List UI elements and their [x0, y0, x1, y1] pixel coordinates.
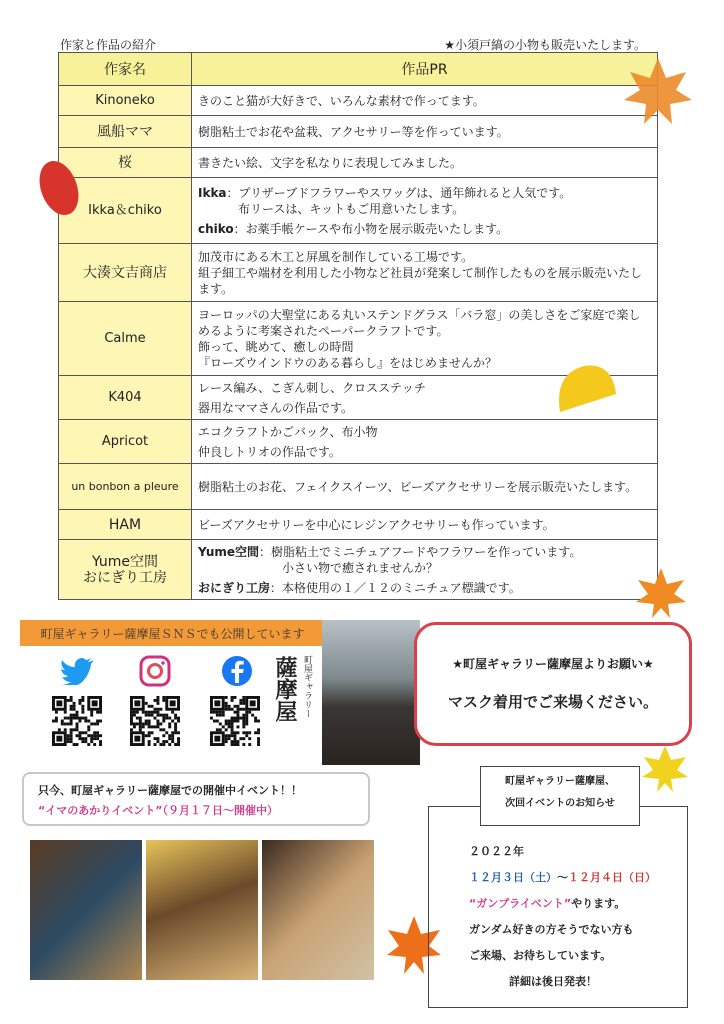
next-event-text: ガンダム好きの方そうでない方も: [469, 923, 634, 936]
section-title: 作家と作品の紹介: [60, 38, 157, 52]
pr-label: chiko: [198, 221, 234, 236]
sns-banner: 町屋ギャラリー薩摩屋ＳＮＳでも公開しています: [20, 620, 325, 646]
pr-text: 布リースは、キットもご用意いたします。: [238, 201, 465, 216]
maple-leaf-icon: [640, 744, 690, 794]
artist-pr: [192, 116, 658, 148]
pr-label: おにぎり工房: [198, 580, 271, 595]
pr-text: [198, 221, 651, 237]
shop-sign: [272, 650, 314, 722]
event-photo: [146, 840, 258, 980]
artist-name: K404: [59, 376, 192, 420]
pr-text: 組子細工や端材を利用した小物など社員が発案して制作したものを展示販売いたします。: [198, 265, 643, 296]
pr-text: [198, 544, 651, 560]
date-separator: ～: [557, 871, 568, 884]
next-event-title: [469, 895, 625, 911]
artist-pr: [192, 178, 658, 244]
artist-table: [58, 52, 658, 600]
pr-text: 樹脂粘土のお花、フェイクスイーツ、ビーズアクセサリーを展示販売いたします。: [198, 479, 638, 494]
date-end: １２月４日（日）: [568, 871, 656, 884]
artist-pr: [192, 86, 658, 116]
instagram-icon[interactable]: [138, 654, 172, 688]
table-row: [59, 116, 658, 148]
current-event-name: “イマのあかりイベント”（９月１７日～開催中）: [38, 804, 278, 817]
table-header-row: [59, 53, 658, 86]
artist-name: HAM: [59, 510, 192, 540]
pr-text: ヨーロッパの大聖堂にある丸いステンドグラス「バラ窓」の美しさをご家庭で楽しめるように考案されたペーパークラフトです。: [198, 307, 641, 338]
next-event-title-line: 町屋ギャラリー薩摩屋、: [505, 776, 615, 787]
pr-text: 器用なママさんの作品です。: [198, 400, 354, 415]
pr-text: 仲良しトリオの作品です。: [198, 444, 341, 459]
red-leaf-icon: [34, 156, 84, 226]
artist-name: 桜: [59, 148, 192, 178]
pr-text: 『ローズウインドウのある暮らし』をはじめませんか？: [198, 355, 498, 370]
artist-name: Ikka＆chiko: [59, 178, 192, 244]
artist-name: 風船ママ: [59, 116, 192, 148]
maple-leaf-icon: [622, 54, 694, 130]
pr-text: 小さい物で癒されませんか？: [282, 560, 439, 575]
date-start: １２月３日（土）: [469, 871, 557, 884]
artist-pr: [192, 148, 658, 178]
artist-name: Apricot: [59, 420, 192, 464]
callout-title: ★町屋ギャラリー薩摩屋よりお願い★: [452, 657, 654, 671]
artist-name: Kinoneko: [59, 86, 192, 116]
twitter-qr-code[interactable]: [52, 696, 102, 746]
next-event-dates: [469, 869, 656, 885]
header-note: ★小須戸縞の小物も販売いたします。: [444, 38, 646, 52]
next-event-text: 詳細は後日発表！: [509, 975, 597, 988]
artist-name: 大湊文吉商店: [59, 244, 192, 302]
facebook-icon[interactable]: [220, 654, 254, 688]
artist-pr: [192, 464, 658, 510]
current-event-heading: 只今、町屋ギャラリー薩摩屋での開催中イベント！！: [38, 784, 302, 797]
pr-text: 飾って、眺めて、癒しの時間: [198, 339, 354, 354]
pr-text: [198, 185, 651, 201]
artist-pr: [192, 540, 658, 600]
next-event-title-box: [480, 766, 640, 826]
artist-pr: [192, 244, 658, 302]
ginkgo-leaf-icon: [550, 354, 620, 418]
artist-pr: [192, 510, 658, 540]
artist-pr: [192, 420, 658, 464]
maple-leaf-icon: [634, 566, 688, 620]
shop-sign-name: 薩摩屋: [272, 656, 298, 722]
pr-text-part: ：お薬手帳ケースや布小物を展示販売いたします。: [233, 221, 509, 236]
pr-text: 書きたい絵、文字を私なりに表現してみました。: [198, 155, 463, 170]
table-row: [59, 420, 658, 464]
artist-name-line: おにぎり工房: [83, 569, 167, 586]
pr-label: Yume空間: [198, 544, 260, 559]
table-row: [59, 464, 658, 510]
pr-text-part: ：本格使用の１／１２のミニチュア標識です。: [270, 580, 521, 595]
facebook-qr-code[interactable]: [210, 696, 260, 746]
next-event-name: “ガンプライベント”: [469, 897, 572, 910]
next-event-suffix: やります。: [571, 897, 626, 910]
next-event-box: [428, 806, 688, 1008]
pr-label: Ikka: [198, 185, 227, 200]
table-row: [59, 510, 658, 540]
pr-text: ビーズアクセサリーを中心にレジンアクセサリーも作っています。: [198, 517, 555, 532]
pr-text: 加茂市にある木工と屏風を制作している工場です。: [198, 249, 474, 264]
next-event-year: ２０２２年: [469, 845, 524, 858]
pr-text: エコクラフトかごバック、布小物: [198, 424, 378, 439]
instagram-qr-code[interactable]: [130, 696, 180, 746]
column-header-artist: 作家名: [59, 53, 192, 86]
table-row: [59, 148, 658, 178]
next-event-title-line: 次回イベントのお知らせ: [505, 798, 615, 809]
pr-text: [198, 580, 651, 596]
pr-text: レース編み、こぎん刺し、クロスステッチ: [198, 380, 426, 395]
pr-text: きのこと猫が大好きで、いろんな素材で作ってます。: [198, 93, 485, 108]
table-row: [59, 86, 658, 116]
event-photo: [262, 840, 374, 980]
artist-name: Calme: [59, 302, 192, 376]
callout-message: マスク着用でご来場ください。: [447, 693, 658, 711]
next-event-text: ご来場、お待ちしています。: [469, 949, 612, 962]
mask-request-callout: [414, 622, 692, 746]
table-row: [59, 244, 658, 302]
artist-name: un bonbon a pleure: [59, 464, 192, 510]
artist-name: [59, 540, 192, 600]
table-row: [59, 178, 658, 244]
current-event-box: [22, 772, 370, 826]
column-header-pr: 作品PR: [192, 53, 658, 86]
shop-sign-small: 町屋ギャラリー: [302, 654, 312, 718]
artist-name-line: Yume空間: [91, 553, 159, 570]
pr-text: 樹脂粘土でお花や盆栽、アクセサリー等を作っています。: [198, 124, 509, 139]
table-row: [59, 540, 658, 600]
shop-photo: [322, 620, 420, 765]
event-photo: [30, 840, 142, 980]
pr-text-part: ：プリザーブドフラワーやスワッグは、通年飾れると人気です。: [226, 185, 572, 200]
pr-text-part: ：樹脂粘土でミニチュアフードやフラワーを作っています。: [259, 544, 582, 559]
twitter-icon[interactable]: [60, 654, 94, 688]
